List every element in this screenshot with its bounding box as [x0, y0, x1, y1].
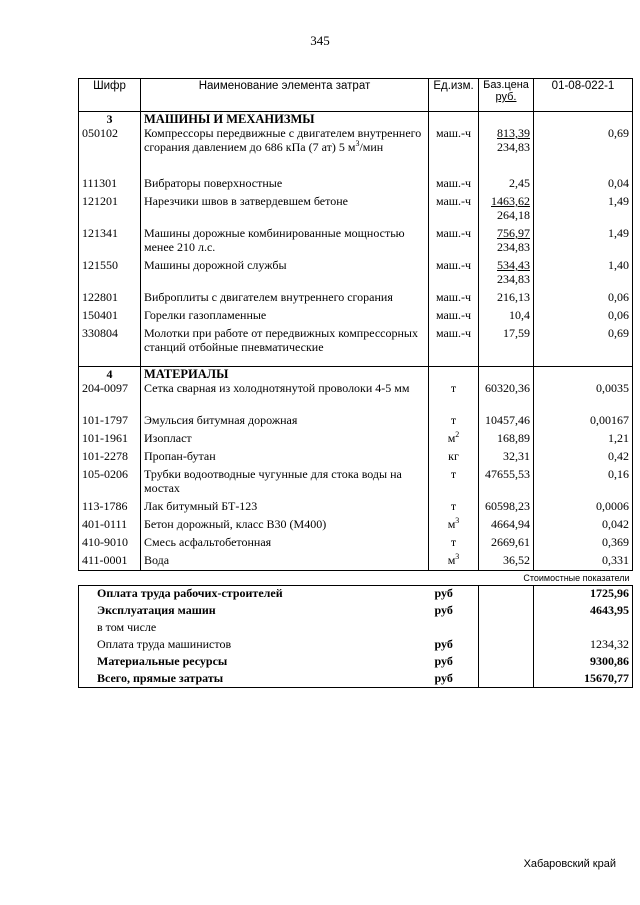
item-name	[141, 126, 429, 176]
price-value: 534,43	[497, 258, 530, 272]
item-price: 4664,94	[479, 517, 534, 535]
price-value: 17,59	[503, 326, 530, 340]
item-code: 105-0206	[79, 467, 141, 499]
summary-unit: руб	[434, 636, 453, 651]
item-code: 050102	[79, 126, 141, 176]
summary-label: Материальные ресурсы	[79, 654, 429, 671]
summary-row	[79, 603, 633, 620]
item-code: 330804	[79, 326, 141, 366]
item-code: 411-0001	[79, 553, 141, 571]
item-unit: маш.-ч	[429, 290, 479, 308]
item-price: 32,31	[479, 449, 534, 467]
item-code: 150401	[79, 308, 141, 326]
norm-value: 0,331	[534, 553, 633, 571]
unit-superscript: 3	[455, 551, 460, 561]
summary-label: Оплата труда машинистов	[79, 637, 429, 654]
material-row	[79, 381, 633, 413]
item-name	[141, 176, 429, 194]
caption-row	[79, 571, 633, 586]
item-code: 401-0111	[79, 517, 141, 535]
section-materials	[79, 366, 633, 381]
price-labor-value: 234,83	[497, 140, 530, 154]
table-body	[79, 112, 633, 127]
summary-unit: руб	[434, 602, 453, 617]
cost-table	[78, 78, 633, 688]
summary-value	[534, 620, 633, 637]
item-name: Сетка сварная из холоднотянутой проволоки 4-5 мм	[141, 381, 429, 413]
norm-value: 0,69	[534, 326, 633, 366]
table-header-row	[79, 79, 633, 112]
header-price-line2: руб.	[495, 91, 517, 103]
item-name: Изопласт	[141, 431, 429, 449]
norm-value: 0,00167	[534, 413, 633, 431]
item-unit	[429, 535, 479, 553]
header-unit: Ед.изм.	[429, 79, 479, 112]
material-row	[79, 499, 633, 517]
section-machines	[79, 112, 633, 127]
item-name: Трубки водоотводные чугунные для стока воды на мостах	[141, 467, 429, 499]
item-name: Пропан-бутан	[141, 449, 429, 467]
norm-value: 0,04	[534, 176, 633, 194]
item-unit: маш.-ч	[429, 226, 479, 258]
norm-value: 0,06	[534, 308, 633, 326]
norm-value: 0,42	[534, 449, 633, 467]
item-price	[479, 194, 534, 226]
unit-text: т	[450, 498, 457, 513]
summary-unit	[429, 620, 479, 637]
summary-spacer	[479, 620, 534, 637]
item-name	[141, 258, 429, 290]
machine-row	[79, 194, 633, 226]
price-labor-value: 234,83	[497, 272, 530, 286]
item-code: 121201	[79, 194, 141, 226]
norm-value: 0,69	[534, 126, 633, 176]
item-name	[141, 226, 429, 258]
item-price: 36,52	[479, 553, 534, 571]
machine-row	[79, 326, 633, 366]
item-price	[479, 126, 534, 176]
summary-unit: руб	[434, 586, 453, 600]
item-unit: маш.-ч	[429, 308, 479, 326]
summary-spacer	[479, 671, 534, 688]
summary-value: 1234,32	[534, 637, 633, 654]
item-name: Эмульсия битумная дорожная	[141, 413, 429, 431]
material-row	[79, 517, 633, 535]
norm-value: 0,16	[534, 467, 633, 499]
header-code: Шифр	[79, 79, 141, 112]
item-unit: маш.-ч	[429, 194, 479, 226]
norm-value: 0,0035	[534, 381, 633, 413]
unit-text: т	[450, 534, 457, 549]
price-value: 2,45	[509, 176, 530, 190]
summary-unit: руб	[434, 653, 453, 668]
unit-text: м	[447, 430, 456, 445]
item-name-text: Горелки газопламенные	[144, 308, 267, 322]
item-unit	[429, 381, 479, 413]
item-code: 101-1961	[79, 431, 141, 449]
item-price: 10457,46	[479, 413, 534, 431]
summary-spacer	[479, 637, 534, 654]
summary-label: Эксплуатация машин	[79, 603, 429, 620]
materials-section	[79, 366, 633, 381]
summary-row	[79, 637, 633, 654]
section-number: 3	[79, 112, 141, 127]
summary-spacer	[479, 603, 534, 620]
item-code: 122801	[79, 290, 141, 308]
machine-row	[79, 226, 633, 258]
page-number: 345	[310, 33, 330, 48]
item-price: 60598,23	[479, 499, 534, 517]
section-number: 4	[79, 366, 141, 381]
price-value: 216,13	[497, 290, 530, 304]
unit-superscript: 3	[355, 139, 360, 148]
norm-value: 0,06	[534, 290, 633, 308]
item-price	[479, 308, 534, 326]
item-code: 410-9010	[79, 535, 141, 553]
item-code: 101-2278	[79, 449, 141, 467]
machine-row	[79, 308, 633, 326]
item-price	[479, 226, 534, 258]
price-labor-value: 234,83	[497, 240, 530, 254]
item-name-text: Нарезчики швов в затвердевшем бетоне	[144, 194, 348, 208]
price-value: 10,4	[509, 308, 530, 322]
item-name	[141, 290, 429, 308]
item-unit	[429, 467, 479, 499]
norm-value: 0,042	[534, 517, 633, 535]
item-name-text: Вибраторы поверхностные	[144, 176, 283, 190]
item-name-suffix: /мин	[359, 140, 384, 154]
region-label: Хабаровский край	[523, 858, 616, 870]
item-name-text: Виброплиты с двигателем внутреннего сгорания	[144, 290, 393, 304]
norm-value: 1,49	[534, 194, 633, 226]
material-row	[79, 553, 633, 571]
summary-value: 15670,77	[534, 671, 633, 688]
item-price	[479, 176, 534, 194]
machine-row	[79, 126, 633, 176]
item-code: 121341	[79, 226, 141, 258]
item-price	[479, 290, 534, 308]
caption-text: Стоимостные показатели	[79, 571, 633, 586]
norm-value: 1,21	[534, 431, 633, 449]
norm-value: 0,0006	[534, 499, 633, 517]
summary-label: Оплата труда рабочих-строителей	[79, 586, 429, 603]
price-value: 756,97	[497, 226, 530, 240]
summary-unit: руб	[429, 671, 479, 688]
summary-row	[79, 620, 633, 637]
item-price: 47655,53	[479, 467, 534, 499]
item-name: Смесь асфальтобетонная	[141, 535, 429, 553]
unit-text: м	[447, 516, 456, 531]
summary-rows	[79, 586, 633, 688]
item-name: Вода	[141, 553, 429, 571]
item-price	[479, 326, 534, 366]
material-row	[79, 467, 633, 499]
machine-row	[79, 258, 633, 290]
summary-row	[79, 671, 633, 688]
item-unit: маш.-ч	[429, 176, 479, 194]
summary-label: в том числе	[79, 620, 429, 637]
item-unit	[429, 517, 479, 535]
unit-text: т	[450, 466, 457, 481]
summary-value: 4643,95	[534, 603, 633, 620]
item-unit	[429, 553, 479, 571]
item-name: Лак битумный БТ-123	[141, 499, 429, 517]
summary-spacer	[479, 654, 534, 671]
item-code: 101-1797	[79, 413, 141, 431]
summary-row	[79, 654, 633, 671]
unit-superscript: 3	[455, 515, 460, 525]
norm-value: 1,40	[534, 258, 633, 290]
header-name: Наименование элемента затрат	[141, 79, 429, 112]
section-title: МАТЕРИАЛЫ	[141, 366, 429, 381]
item-name-text: Компрессоры передвижные с двигателем внутреннего сгорания давлением до 686 кПа (7 ат) 5 м	[144, 126, 422, 154]
norm-value: 0,369	[534, 535, 633, 553]
item-unit: маш.-ч	[429, 326, 479, 366]
unit-text: м	[447, 552, 456, 567]
summary-value: 1725,96	[534, 586, 633, 603]
item-name-text: Машины дорожные комбинированные мощностью менее 210 л.с.	[144, 226, 405, 254]
item-unit	[429, 449, 479, 467]
header-norm: 01-08-022-1	[534, 79, 633, 112]
norm-value: 1,49	[534, 226, 633, 258]
item-code: 121550	[79, 258, 141, 290]
item-name	[141, 194, 429, 226]
item-price: 2669,61	[479, 535, 534, 553]
price-value: 1463,62	[491, 194, 530, 208]
header-price-line1: Баз.цена	[483, 79, 529, 91]
unit-superscript: 2	[455, 429, 460, 439]
section-title: МАШИНЫ И МЕХАНИЗМЫ	[141, 112, 429, 127]
item-unit	[429, 499, 479, 517]
summary-label: Всего, прямые затраты	[79, 671, 429, 688]
item-name-text: Молотки при работе от передвижных компрессорных станций отбойные пневматические	[144, 326, 418, 354]
material-row	[79, 535, 633, 553]
summary-row	[79, 586, 633, 603]
item-unit	[429, 431, 479, 449]
item-code: 204-0097	[79, 381, 141, 413]
item-price	[479, 258, 534, 290]
item-name	[141, 308, 429, 326]
item-unit	[429, 413, 479, 431]
item-name: Бетон дорожный, класс В30 (М400)	[141, 517, 429, 535]
unit-text: кг	[448, 448, 459, 463]
machine-row	[79, 176, 633, 194]
unit-text: т	[450, 412, 457, 427]
material-row	[79, 449, 633, 467]
item-unit: маш.-ч	[429, 258, 479, 290]
item-unit: маш.-ч	[429, 126, 479, 176]
item-code: 111301	[79, 176, 141, 194]
price-value: 813,39	[497, 126, 530, 140]
materials-rows	[79, 381, 633, 571]
summary-spacer	[479, 586, 534, 603]
summary-value: 9300,86	[534, 654, 633, 671]
unit-text: т	[450, 380, 457, 395]
material-row	[79, 413, 633, 431]
item-price: 60320,36	[479, 381, 534, 413]
item-name-text: Машины дорожной службы	[144, 258, 287, 272]
machine-row	[79, 290, 633, 308]
material-row	[79, 431, 633, 449]
item-name	[141, 326, 429, 366]
machines-rows	[79, 126, 633, 366]
header-price	[479, 79, 534, 112]
item-code: 113-1786	[79, 499, 141, 517]
caption-section	[79, 571, 633, 586]
item-price: 168,89	[479, 431, 534, 449]
price-labor-value: 264,18	[497, 208, 530, 222]
